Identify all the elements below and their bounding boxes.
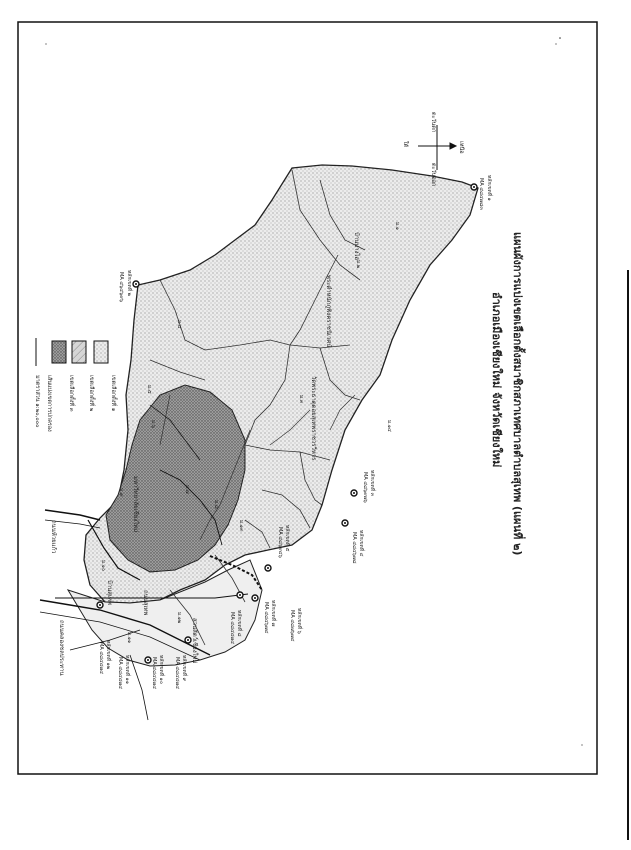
control-point-coord: MA ๔๖๔๖๙๖ — [118, 272, 124, 303]
moo-label: ม.๕ — [146, 385, 152, 394]
label-suthep-road: ถนนสุเทพ — [142, 590, 149, 616]
control-point-name: หลักเขตที่ ๙ — [181, 655, 187, 682]
legend-label-zone-2: เขตเลือกตั้งที่ ๒ — [88, 375, 94, 412]
control-point-coord: MA ๔๘๗๖๗๔ — [289, 610, 295, 642]
moo-label: ม.๔ — [176, 320, 182, 329]
legend-swatches — [36, 338, 108, 366]
control-point-name: หลักเขตที่ ๔ — [358, 530, 364, 557]
label-zoo: สวนสัตว์เชียงใหม่ — [191, 618, 198, 664]
control-point-coord: MA ๔๘๖๙๔๖ — [277, 527, 283, 558]
control-point-name: หลักเขตที่ ๕ — [284, 525, 290, 552]
label-cmu: มหาวิทยาลัยเชียงใหม่ — [132, 476, 139, 533]
control-point-name: หลักเขตที่ ๓ — [369, 470, 375, 497]
control-point-name: หลักเขตที่ ๗ — [270, 600, 276, 627]
compass-north: เหนือ — [458, 141, 464, 154]
legend-label-zone-3: เขตเลือกตั้งที่ ๓ — [68, 375, 74, 412]
moo-label: ม.๒ — [355, 260, 361, 269]
legend-scale-note: มาตราส่วน ๑:๒๐,๐๐๐ — [34, 375, 40, 428]
moo-label: ม.๑๐ — [100, 560, 106, 572]
control-point-name: หลักเขตที่ ๘ — [236, 610, 242, 637]
control-point-coord: MA ๔๘๖๙๗๖ — [362, 472, 368, 503]
moo-label: ม.๑๔ — [386, 420, 392, 432]
legend-labels — [34, 375, 118, 432]
compass-west: ตะวันตก — [430, 112, 436, 133]
control-point-coord: MA ๔๘๔๖๗๔ — [263, 602, 269, 634]
moo-label: ม.๑ — [394, 222, 400, 231]
moo-label: ม.๗ — [184, 485, 190, 494]
control-point-name: หลักเขตที่ ๑๒ — [105, 640, 111, 670]
map-title-line1: แผนผังการแบ่งเขตเลือกตั้งสมาชิกสภาเทศบาลตำบลสุเทพ (แผนที่ ๒) — [511, 232, 524, 556]
moo-label: ม.๘ — [213, 500, 219, 509]
map-title-line2: อำเภอเมืองเชียงใหม่ จังหวัดเชียงใหม่ — [490, 292, 503, 468]
moo-label: ม.๓ — [298, 395, 304, 404]
legend-label-boundary: เส้นแบ่งเขตการปกครอง — [46, 375, 52, 432]
legend-swatch-zone-3 — [52, 341, 66, 363]
control-point-coord: MA ๔๘๔๔๗๔ — [151, 657, 157, 690]
label-village-suthep: บ้านสุเทพ — [106, 580, 113, 605]
control-point-name: หลักเขตที่ ๒ — [126, 270, 132, 296]
control-point-coord: MA ๔๘๔๔๗๔ — [117, 657, 123, 690]
legend-label-zone-1: เขตเลือกตั้งที่ ๑ — [110, 375, 116, 412]
moo-label: ม.๙ — [118, 488, 124, 497]
compass-east: ตะวันออก — [430, 163, 436, 187]
control-point-name: หลักเขตที่ ๑๐ — [158, 655, 164, 684]
control-point-coord: MA ๔๘๔๔๗๔ — [174, 657, 180, 690]
legend-swatch-zone-2 — [72, 341, 86, 363]
label-wat-phrathat: วัดพระธาตุดอยสุเทพราชวรวิหาร — [310, 376, 317, 461]
control-point-name: หลักเขตที่ ๖ — [296, 608, 302, 634]
legend-swatch-zone-1 — [94, 341, 108, 363]
map-title — [490, 232, 526, 555]
label-huay-kaew: ถนนห้วยแก้ว — [50, 520, 57, 554]
control-point-coord: MA ๔๘๔๔๗๔ — [98, 642, 104, 675]
compass-icon — [418, 125, 456, 170]
label-ban-pang-hai: บ้านปางไฮ — [353, 232, 360, 261]
control-point-name: หลักเขตที่ ๑๑ — [124, 655, 130, 684]
moo-label: ม.๑๓ — [238, 520, 244, 532]
control-point-coord: MA ๔๘๔๖๗๘ — [351, 532, 357, 564]
label-doi-pui: พระตำหนักภูพิงคราชนิเวศน์ — [325, 275, 332, 348]
control-point-coord: MA ๔๘๔๗๘๓ — [478, 178, 484, 210]
compass-south: ใต้ — [402, 141, 408, 148]
label-canal-road: ถนนคลองชลประทาน — [58, 620, 65, 676]
moo-label: ม.๖ — [150, 420, 156, 429]
control-point-name: หลักเขตที่ ๑ — [486, 175, 492, 201]
moo-label: ม.๑๑ — [126, 632, 132, 644]
control-point-coord: MA ๔๘๔๔๗๔ — [229, 612, 235, 645]
moo-label: ม.๑๒ — [176, 612, 182, 624]
